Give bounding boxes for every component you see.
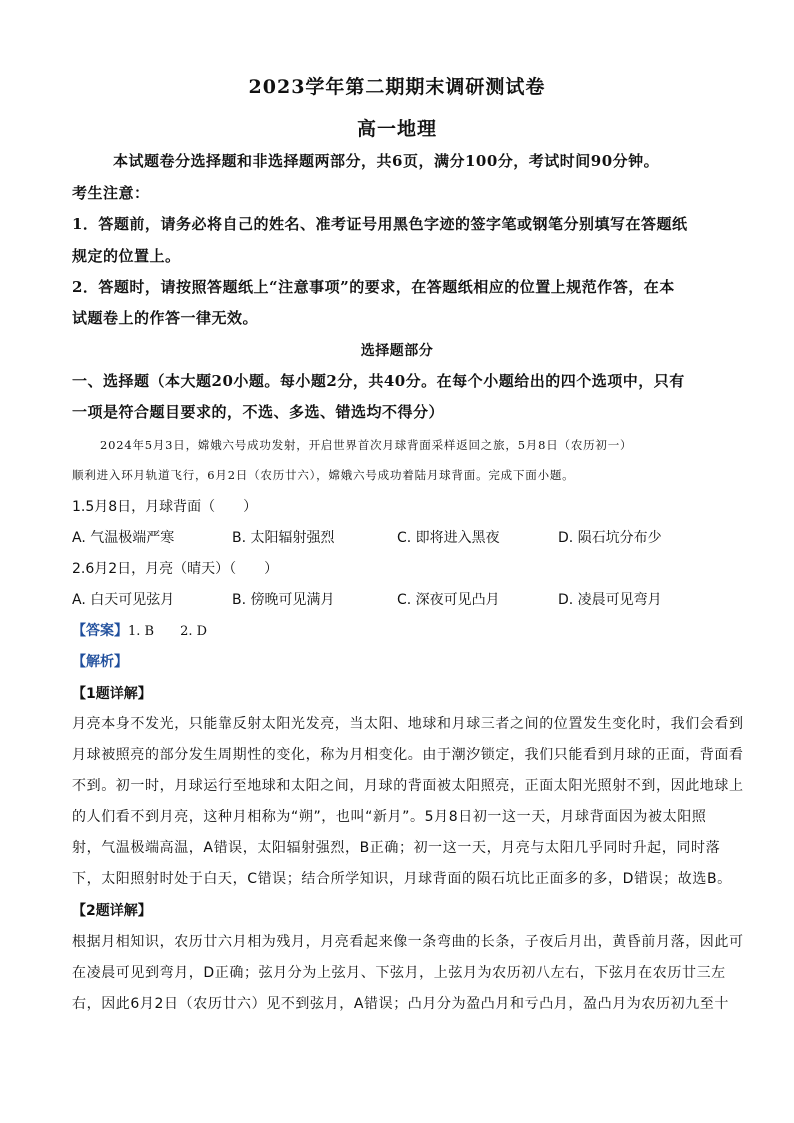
section-heading-line-1: 一、选择题（本大题20小题。每小题2分，共40分。在每个小题给出的四个选项中，只有 xyxy=(72,372,685,390)
subject-title: 高一地理 xyxy=(356,118,437,140)
detail-1-line-5: 射，气温极端高温，A错误，太阳辐射强烈，B正确；初一这一天，月亮与太阳几乎同时升起，同时落 xyxy=(72,840,721,856)
notice-item-2-line-2: 试题卷上的作答一律无效。 xyxy=(72,309,259,327)
detail-2-label: 【2题详解】 xyxy=(72,903,152,919)
detail-1-line-4: 的人们看不到月亮，这种月相称为“朔”，也叫“新月”。5月8日初一这一天，月球背面因为被太阳照 xyxy=(72,809,707,825)
section-title: 选择题部分 xyxy=(360,343,434,359)
section-heading-line-2: 一项是符合题目要求的，不选、多选、错选均不得分） xyxy=(72,403,445,421)
question-2-option-c: C. 深夜可见凸月 xyxy=(397,592,500,608)
notice-item-1-line-2: 规定的位置上。 xyxy=(72,247,181,265)
question-1-stem: 1.5月8日，月球背面（ ） xyxy=(72,499,258,515)
detail-1-line-6: 下，太阳照射时处于白天，C错误；结合所学知识，月球背面的陨石坑比正面多的多，D错误；故选B。 xyxy=(72,871,732,887)
exam-title: 2023学年第二期期末调研测试卷 xyxy=(248,76,546,98)
detail-1-line-1: 月亮本身不发光，只能靠反射太阳光发亮，当太阳、地球和月球三者之间的位置发生变化时，我们会看到 xyxy=(72,716,744,732)
detail-2-line-3: 右，因此6月2日（农历廿六）见不到弦月，A错误；凸月分为盈凸月和亏凸月，盈凸月为农历初九至十 xyxy=(72,996,729,1012)
detail-2-line-1: 根据月相知识，农历廿六月相为残月，月亮看起来像一条弯曲的长条，子夜后月出，黄昏前月落，因此可 xyxy=(72,934,744,950)
answer-row xyxy=(72,620,207,640)
question-1-option-a: A. 气温极端严寒 xyxy=(72,530,175,546)
question-2-option-a: A. 白天可见弦月 xyxy=(72,592,175,608)
detail-1-label: 【1题详解】 xyxy=(72,686,152,702)
detail-1-line-3: 不到。初一时，月球运行至地球和太阳之间，月球的背面被太阳照亮，正面太阳光照射不到，因此地球上 xyxy=(72,778,744,794)
material-line-2: 顺利进入环月轨道飞行，6月2日（农历廿六），嫦娥六号成功着陆月球背面。完成下面小题。 xyxy=(72,468,575,482)
analysis-label: 【解析】 xyxy=(72,654,128,670)
question-1-option-d: D. 陨石坑分布少 xyxy=(558,530,662,546)
detail-2-line-2: 在凌晨可见到弯月，D正确；弦月分为上弦月、下弦月，上弦月为农历初八左右，下弦月在农历廿三左 xyxy=(72,965,726,981)
notice-heading: 考生注意： xyxy=(72,184,150,202)
question-1-option-c: C. 即将进入黑夜 xyxy=(397,530,500,546)
question-1-option-b: B. 太阳辐射强烈 xyxy=(232,530,335,546)
question-2-option-d: D. 凌晨可见弯月 xyxy=(558,592,662,608)
notice-item-1-line-1: 1．答题前，请务必将自己的姓名、准考证号用黑色字迹的签字笔或钢笔分别填写在答题纸 xyxy=(72,215,688,233)
detail-1-line-2: 月球被照亮的部分发生周期性的变化，称为月相变化。由于潮汐锁定，我们只能看到月球的正面，背面看 xyxy=(72,747,744,763)
notice-item-2-line-1: 2．答题时，请按照答题纸上“注意事项”的要求，在答题纸相应的位置上规范作答，在本 xyxy=(72,278,675,296)
exam-intro: 本试题卷分选择题和非选择题两部分，共6页，满分100分，考试时间90分钟。 xyxy=(113,152,660,170)
question-2-option-b: B. 傍晚可见满月 xyxy=(232,592,335,608)
answer-label: 【答案】 xyxy=(72,623,128,639)
material-line-1: 2024年5月3日，嫦娥六号成功发射，开启世界首次月球背面采样返回之旅，5月8日（农历初一） xyxy=(100,438,633,452)
answer-value: 1. B 2. D xyxy=(128,624,208,639)
question-2-stem: 2.6月2日，月亮（晴天）（ ） xyxy=(72,561,279,577)
